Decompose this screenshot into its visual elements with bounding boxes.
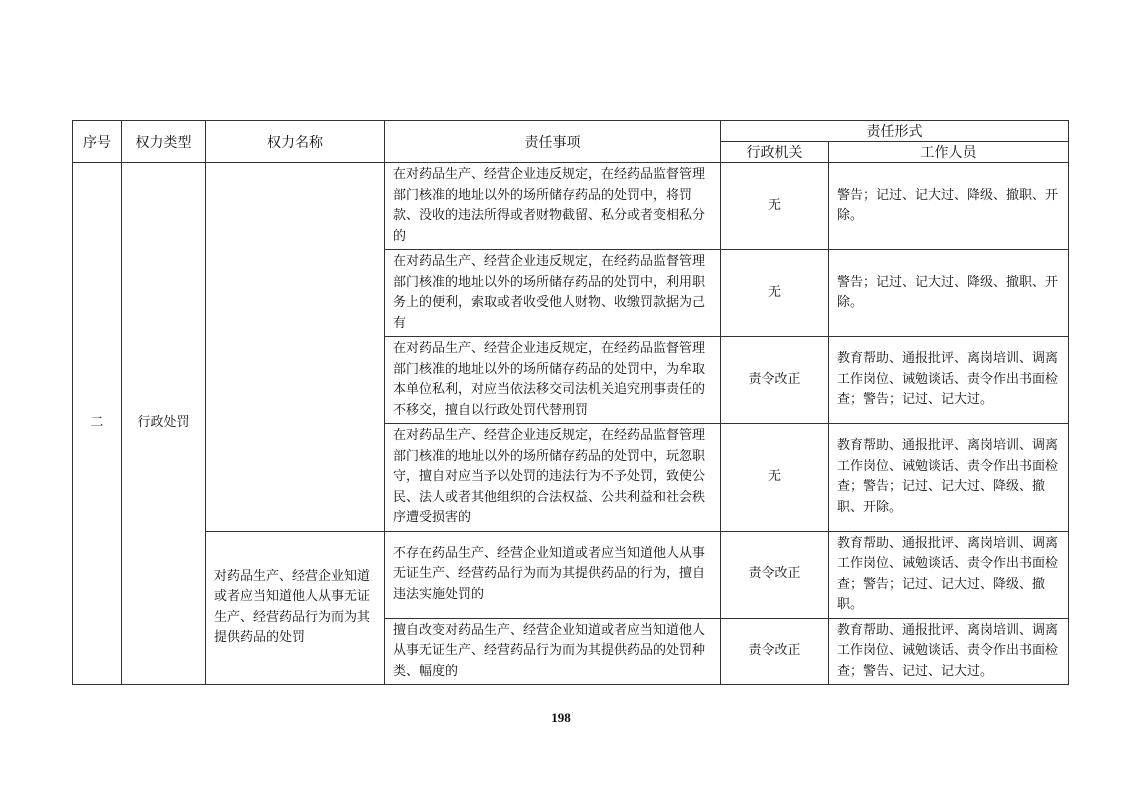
- row-matter: 在对药品生产、经营企业违反规定，在经药品监督管理部门核准的地址以外的场所储存药品的处罚中，为牟取本单位私利，对应当依法移交司法机关追究刑事责任的不移交，擅自以行政处罚代替刑罚: [385, 337, 721, 424]
- row-admin: 责令改正: [721, 531, 829, 618]
- header-matters: 责任事项: [385, 121, 721, 163]
- row-admin: 无: [721, 163, 829, 250]
- responsibility-table: [72, 120, 1069, 685]
- row-staff: 教育帮助、通报批评、离岗培训、调离工作岗位、诫勉谈话、责令作出书面检查；警告；记过、记大过、降级、撤职。: [829, 531, 1069, 618]
- group-power-name-1: [206, 163, 385, 532]
- header-power-type: 权力类型: [122, 121, 206, 163]
- row-matter: 在对药品生产、经营企业违反规定，在经药品监督管理部门核准的地址以外的场所储存药品的处罚中，玩忽职守，擅自对应当予以处罚的违法行为不予处罚，致使公民、法人或者其他组织的合法权益、公共利益和社会秩序遭受损害的: [385, 424, 721, 532]
- table-row: [73, 531, 1069, 618]
- row-staff: 教育帮助、通报批评、离岗培训、调离工作岗位、诫勉谈话、责令作出书面检查；警告、记过、记大过。: [829, 618, 1069, 685]
- row-staff: 教育帮助、通报批评、离岗培训、调离工作岗位、诫勉谈话、责令作出书面检查；警告；记过、记大过、降级、撤职、开除。: [829, 424, 1069, 532]
- row-matter: 不存在药品生产、经营企业知道或者应当知道他人从事无证生产、经营药品行为而为其提供药品的行为，擅自违法实施处罚的: [385, 531, 721, 618]
- row-admin: 无: [721, 424, 829, 532]
- group-power-name-2: 对药品生产、经营企业知道或者应当知道他人从事无证生产、经营药品行为而为其提供药品的处罚: [206, 531, 385, 685]
- row-admin: 责令改正: [721, 337, 829, 424]
- row-matter: 在对药品生产、经营企业违反规定，在经药品监督管理部门核准的地址以外的场所储存药品的处罚中，利用职务上的便利，索取或者收受他人财物、收缴罚款据为己有: [385, 250, 721, 337]
- row-matter: 擅自改变对药品生产、经营企业知道或者应当知道他人从事无证生产、经营药品行为而为其提供药品的处罚种类、幅度的: [385, 618, 721, 685]
- row-admin: 责令改正: [721, 618, 829, 685]
- group-power-type: 行政处罚: [122, 163, 206, 685]
- header-forms: 责任形式: [721, 121, 1069, 142]
- row-matter: 在对药品生产、经营企业违反规定，在经药品监督管理部门核准的地址以外的场所储存药品的处罚中，将罚款、没收的违法所得或者财物截留、私分或者变相私分的: [385, 163, 721, 250]
- row-staff: 警告；记过、记大过、降级、撤职、开除。: [829, 250, 1069, 337]
- page-number: 198: [551, 710, 571, 725]
- table-row: [73, 163, 1069, 250]
- header-admin-org: 行政机关: [721, 142, 829, 163]
- header-seq: 序号: [73, 121, 122, 163]
- row-staff: 警告；记过、记大过、降级、撤职、开除。: [829, 163, 1069, 250]
- header-staff: 工作人员: [829, 142, 1069, 163]
- group-seq: 二: [73, 163, 122, 685]
- row-staff: 教育帮助、通报批评、离岗培训、调离工作岗位、诫勉谈话、责令作出书面检查；警告；记过、记大过。: [829, 337, 1069, 424]
- row-admin: 无: [721, 250, 829, 337]
- header-power-name: 权力名称: [206, 121, 385, 163]
